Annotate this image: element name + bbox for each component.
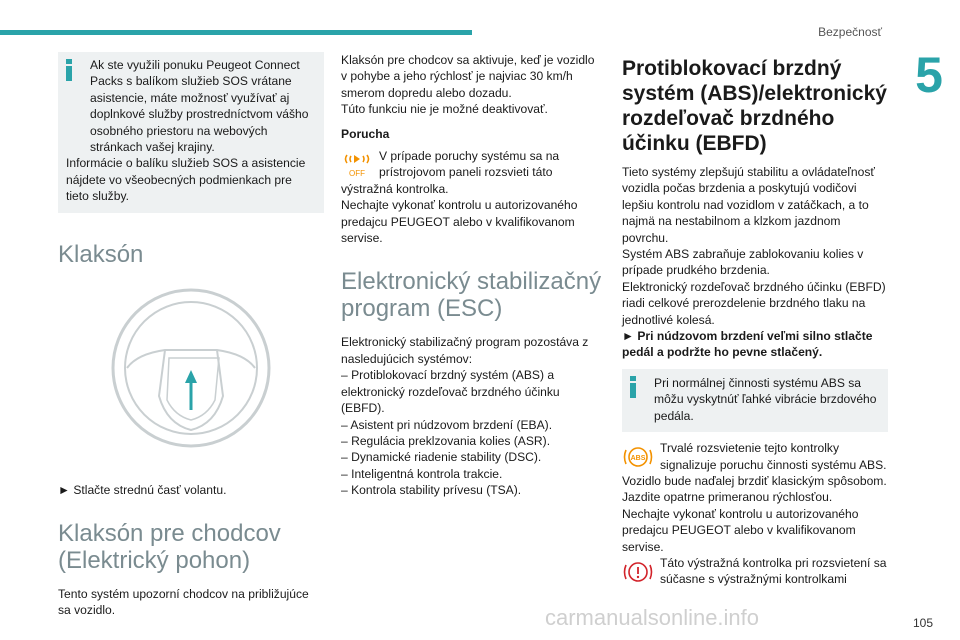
pedestrian-horn-text: Tento systém upozorní chodcov na približujúce sa vozidlo. [58, 587, 309, 618]
abs-paragraph-2: Systém ABS zabraňuje zablokovaniu kolies v prípade prudkého brzdenia. [622, 247, 864, 278]
steering-wheel-icon [107, 284, 275, 452]
pedestrian-horn-heading-line2: (Elektrický pohon) [58, 547, 251, 575]
pedestrian-horn-deactivation-text: Túto funkciu nie je možné deaktivovať. [341, 102, 548, 117]
info-note [58, 52, 324, 213]
klaxon-instruction: ► Stlačte strednú časť volantu. [58, 482, 227, 497]
brake-alert-icon [622, 557, 654, 587]
info-note-text-2: Informácie o balíku služieb SOS a asistencie nájdete vo všeobecných podmienkach pre tieto služby. [66, 156, 306, 204]
esc-item: – Dynamické riadenie stability (DSC). [341, 450, 542, 465]
abs-warning-text-3: Nechajte vykonať kontrolu u autorizovaného predajcu PEUGEOT alebo v kvalifikovanom servise. [622, 506, 859, 554]
fault-text-service: Nechajte vykonať kontrolu u autorizovaného predajcu PEUGEOT alebo v kvalifikovanom servise. [341, 198, 578, 246]
column-left [58, 52, 324, 619]
brake-alert-block [622, 555, 888, 588]
esc-item: – Asistent pri núdzovom brzdení (EBA). [341, 417, 553, 432]
abs-heading: Protiblokovací brzdný systém (ABS)/elektronický rozdeľovač brzdného účinku (EBFD) [622, 57, 887, 155]
chapter-number: 5 [915, 47, 943, 103]
esc-heading-line1: Elektronický stabilizačný [341, 268, 602, 296]
section-title: Bezpečnosť [818, 25, 882, 39]
page-number: 105 [912, 616, 933, 630]
klaxon-heading: Klaksón [58, 240, 144, 268]
pedestrian-horn-heading-line1: Klaksón pre chodcov [58, 520, 281, 548]
steering-wheel-illustration [107, 284, 275, 452]
pedestrian-horn-activation-text: Klaksón pre chodcov sa aktivuje, keď je vozidlo v pohybe a jeho rýchlosť je najviac 30 km/h smerom dopredu alebo dozadu. [341, 53, 595, 100]
brake-alert-text: Táto výstražná kontrolka pri rozsvietení sa súčasne s výstražnými kontrolkami [660, 555, 887, 587]
esc-item: – Protiblokovací brzdný systém (ABS) a elektronický rozdeľovač brzdného účinku (EBFD). [341, 368, 560, 416]
fault-heading: Porucha [341, 126, 390, 141]
info-icon [630, 376, 636, 398]
esc-heading-line2: program (ESC) [341, 295, 503, 323]
abs-paragraph-3: Elektronický rozdeľovač brzdného účinku (EBFD) riadi celkové prerozdelenie brzdného tlaku na jednotlivé kolesá. [622, 279, 886, 327]
abs-warning-icon-label: ABS [630, 455, 646, 463]
esc-item: – Kontrola stability prívesu (TSA). [341, 483, 522, 498]
abs-warning-block [622, 440, 888, 473]
fault-text: V prípade poruchy systému sa na prístrojovom paneli rozsvieti táto výstražná kontrolka. [341, 149, 560, 196]
abs-warning-text-2: Vozidlo bude naďalej brzdiť klasickým spôsobom. Jazdite opatrne primeranou rýchlosťou. [622, 473, 887, 505]
abs-paragraph-1: Tieto systémy zlepšujú stabilitu a ovládateľnosť vozidla počas brzdenia a poskytujú vodičovi lepšiu kontrolu nad vozidlom v zatáčkach, a to najmä na nestabilnom a klzkom jazdnom povrchu. [622, 165, 875, 245]
column-right [622, 52, 888, 588]
info-icon [66, 59, 72, 81]
esc-item: – Regulácia preklzovania kolies (ASR). [341, 433, 551, 448]
chapter-tab [898, 42, 960, 108]
column-middle [341, 52, 603, 499]
abs-instruction: ► Pri núdzovom brzdení veľmi silno stlačte pedál a podržte ho pevne stlačený. [622, 329, 873, 360]
header-accent-bar [0, 30, 472, 35]
abs-warning-text: Trvalé rozsvietenie tejto kontrolky signalizuje poruchu činnosti systému ABS. [660, 441, 887, 472]
pedestrian-horn-warning-icon-label: OFF [349, 169, 365, 179]
abs-warning-icon [622, 442, 654, 472]
fault-warning-block [341, 148, 603, 197]
esc-item: – Inteligentná kontrola trakcie. [341, 466, 503, 481]
pedestrian-horn-warning-icon [341, 150, 373, 180]
info-note-text-1: Ak ste využili ponuku Peugeot Connect Packs s balíkom služieb SOS vrátane asistencie, máte možnosť využívať aj doplnkové služby prostredníctvom vášho osobného priestoru na webových stránkach vašej krajiny. [90, 58, 309, 155]
abs-info-note [622, 369, 888, 432]
abs-info-note-text: Pri normálnej činnosti systému ABS sa môžu vyskytnúť ľahké vibrácie brzdového pedála. [654, 375, 877, 423]
watermark: carmanualsonline.info [545, 605, 760, 630]
esc-intro: Elektronický stabilizačný program pozostáva z nasledujúcich systémov: [341, 335, 589, 366]
